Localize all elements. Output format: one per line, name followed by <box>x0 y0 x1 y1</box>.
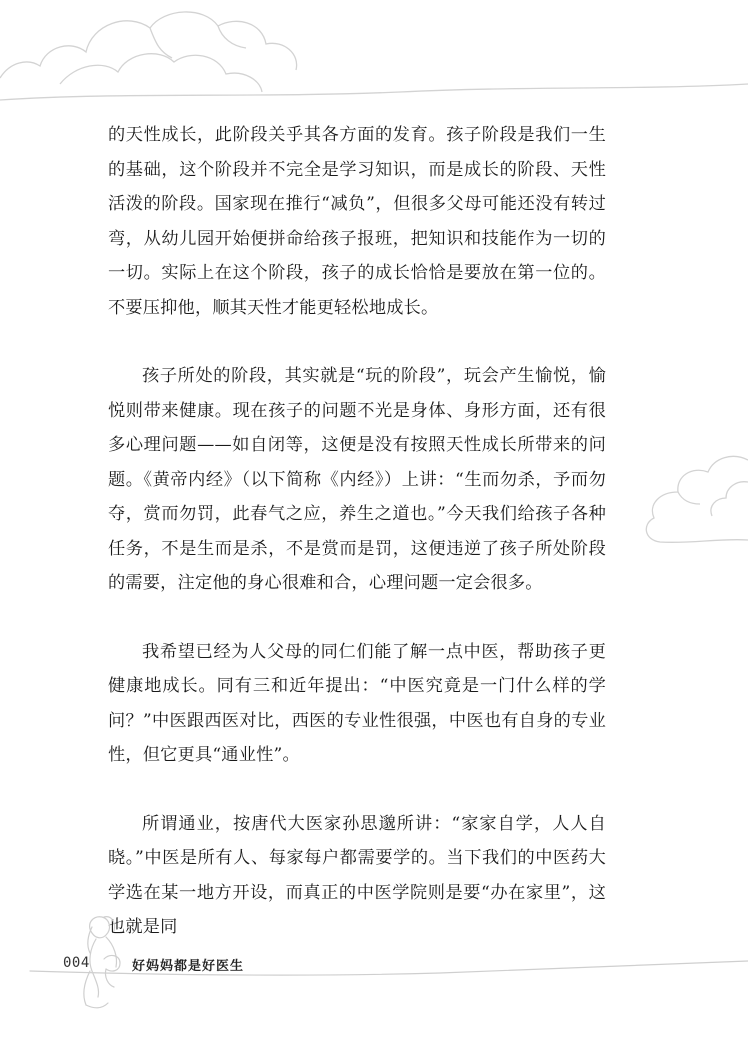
cloud-right-icon <box>620 440 748 550</box>
cloud-top-icon <box>0 0 748 115</box>
paragraph-3: 我希望已经为人父母的同仁们能了解一点中医，帮助孩子更健康地成长。同有三和近年提出：“中医究竟是一门什么样的学问？”中医跟西医对比，西医的专业性很强，中医也有自身的专业性，但它更具“通业性”。 <box>108 641 606 765</box>
paragraph-2: 孩子所处的阶段，其实就是“玩的阶段”，玩会产生愉悦，愉悦则带来健康。现在孩子的问题不光是身体、身形方面，还有很多心理问题——如自闭等，这便是没有按照天性成长所带来的问题。《黄帝内经》（以下简称《内经》）上讲：“生而勿杀，予而勿夺，赏而勿罚，此春气之应，养生之道也。”今天我们给孩子各种任务，不是生而是杀，不是赏而是罚，这便违逆了孩子所处阶段的需要，注定他的身心很难和合，心理问题一定会很多。 <box>108 366 606 593</box>
body-text <box>108 118 606 945</box>
paragraph-4: 所谓通业，按唐代大医家孙思邈所讲：“家家自学，人人自晓。”中医是所有人、每家每户都需要学的。当下我们的中医药大学选在某一地方开设，而真正的中医学院则是要“办在家里”，这也就是同 <box>108 813 606 937</box>
running-title: 好妈妈都是好医生 <box>132 959 245 974</box>
page-number: 004 <box>63 955 90 971</box>
paragraph-1: 的天性成长，此阶段关乎其各方面的发育。孩子阶段是我们一生的基础，这个阶段并不完全是学习知识，而是成长的阶段、天性活泼的阶段。国家现在推行“减负”，但很多父母可能还没有转过弯，从幼儿园开始便拼命给孩子报班，把知识和技能作为一切的一切。实际上在这个阶段，孩子的成长恰恰是要放在第一位的。不要压抑他，顺其天性才能更轻松地成长。 <box>108 125 606 318</box>
